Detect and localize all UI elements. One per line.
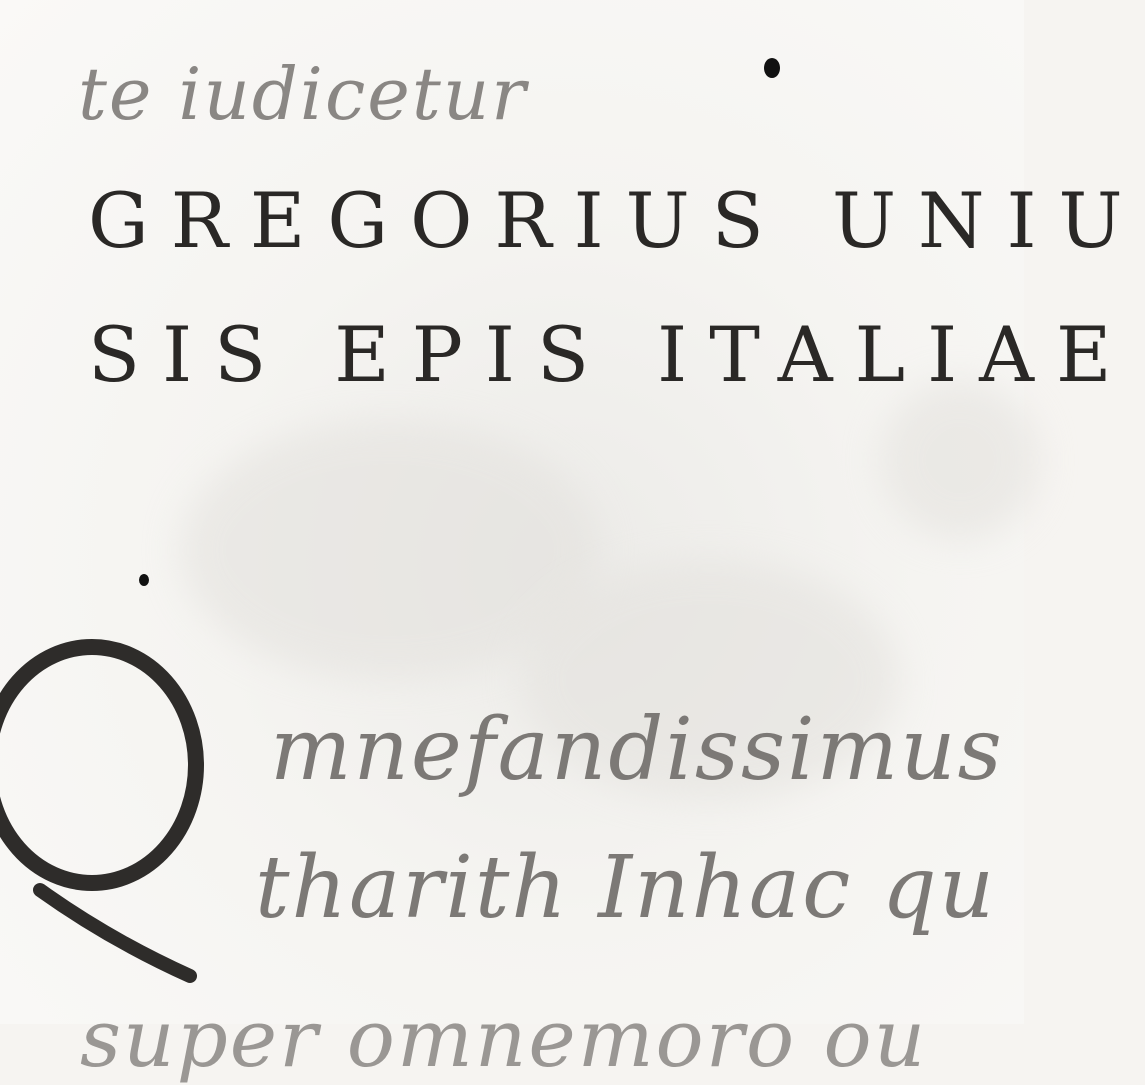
text-line-3: tharith Inhac qu bbox=[255, 838, 997, 938]
parchment-stain bbox=[880, 380, 1040, 540]
punctus-mark bbox=[764, 58, 780, 78]
decorated-initial-q bbox=[0, 620, 240, 980]
heading-line-1: GREGORIUS UNIU bbox=[88, 176, 1145, 265]
text-line-4: super omnemoro ou bbox=[80, 992, 928, 1085]
text-line-2: mnefandissimus bbox=[270, 700, 1004, 800]
heading-line-2: SIS EPIS ITALIAE bbox=[88, 310, 1134, 399]
text-line-1: te iudicetur bbox=[78, 52, 528, 136]
punctus-mark bbox=[139, 574, 149, 586]
